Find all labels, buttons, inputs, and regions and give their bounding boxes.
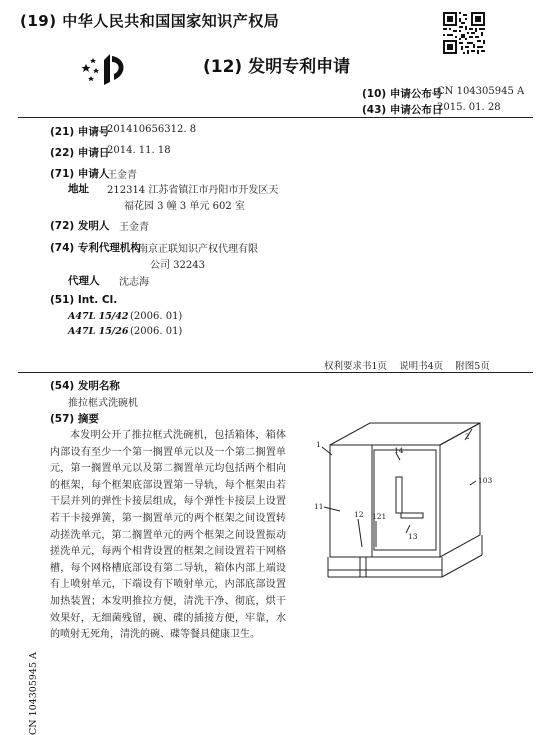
agent-label: 代理人 [68, 275, 100, 287]
figure-reference-label: 121 [372, 512, 387, 521]
address-label: 地址 [68, 183, 89, 195]
pub-date: 2015. 01. 28 [437, 102, 501, 113]
invention-title: 推拉框式洗碗机 [68, 398, 138, 409]
intcl-code: A47L 15/26 [68, 326, 129, 337]
intcl-label: (51) Int. Cl. [50, 294, 118, 306]
pub-no: CN 104305945 A [437, 86, 525, 97]
cnipa-emblem-icon [76, 52, 130, 86]
address-line2: 福花园 3 幢 3 单元 602 室 [124, 201, 245, 212]
figure-reference-label: 12 [354, 510, 364, 519]
app-no: 201410656312. 8 [107, 124, 197, 135]
abstract-label: (57) 摘要 [50, 413, 99, 425]
address-line1: 212314 江苏省镇江市丹阳市开发区天 [107, 185, 279, 196]
inventor-label: (72) 发明人 [50, 220, 110, 232]
patent-office-name: (19) 中华人民共和国国家知识产权局 [20, 12, 280, 30]
qr-code-icon [443, 12, 485, 54]
side-publication-number: CN 104305945 A [28, 652, 39, 735]
figure-reference-label: 11 [314, 502, 324, 511]
publication-kind: (12) 发明专利申请 [203, 57, 351, 77]
intcl-version: (2006. 01) [130, 326, 183, 337]
section-divider [18, 372, 533, 373]
app-no-label: (21) 申请号 [50, 126, 110, 138]
figure-reference-label: 103 [478, 476, 493, 485]
figure-reference-label: 2 [465, 432, 470, 441]
applicant: 王金青 [107, 170, 137, 181]
figure-reference-label: 13 [408, 532, 418, 541]
pub-no-label: (10) 申请公布号 [362, 88, 443, 100]
abstract-text: 本发明公开了推拉框式洗碗机，包括箱体，箱体内部设有至少一个第一搁置单元以及一个第二搁置单元，第一搁置单元以及第二搁置单元均包括两个相向的框架，每个框架底部设置第一导轨，每个框架由若干层并列的弹性卡接层组成，每个弹性卡接层上设置若干卡接弹簧，第一搁置单元的两个框架之间设置转动搓洗单元，第二搁置单元的两个框架之间设置振动搓洗单元，每两个相背设置的框架之间设置若干网格槽，每个网格槽底部设有第二导轨，箱体内部上端设有上喷射单元，下端设有下喷射单元，内部底部设置加热装置；本发明推拉方便，清洗干净、彻底，烘干效果好，无细菌残留，碗、碟的插接方便，牢靠，水的喷射无死角，清洗的碗、碟等餐具健康卫生。 [50, 430, 286, 641]
pages-summary: 权利要求书1页 说明书4页 附图5页 [324, 361, 490, 372]
agency-line1: 南京正联知识产权代理有限 [138, 244, 258, 255]
figure-reference-label: 1 [316, 440, 321, 449]
agent: 沈志海 [119, 277, 149, 288]
agency-line2: 公司 32243 [150, 260, 205, 271]
pub-date-label: (43) 申请公布日 [362, 104, 443, 116]
intcl-version: (2006. 01) [130, 311, 183, 322]
figure-reference-label: 14 [394, 446, 404, 455]
filing-date: 2014. 11. 18 [107, 145, 171, 156]
dishwasher-drawing [300, 415, 495, 590]
intcl-code: A47L 15/42 [68, 311, 129, 322]
title-label: (54) 发明名称 [50, 380, 120, 392]
applicant-label: (71) 申请人 [50, 168, 110, 180]
filing-date-label: (22) 申请日 [50, 147, 110, 159]
inventor: 王金青 [119, 222, 149, 233]
agency-label: (74) 专利代理机构 [50, 242, 141, 254]
header-divider [18, 117, 533, 118]
